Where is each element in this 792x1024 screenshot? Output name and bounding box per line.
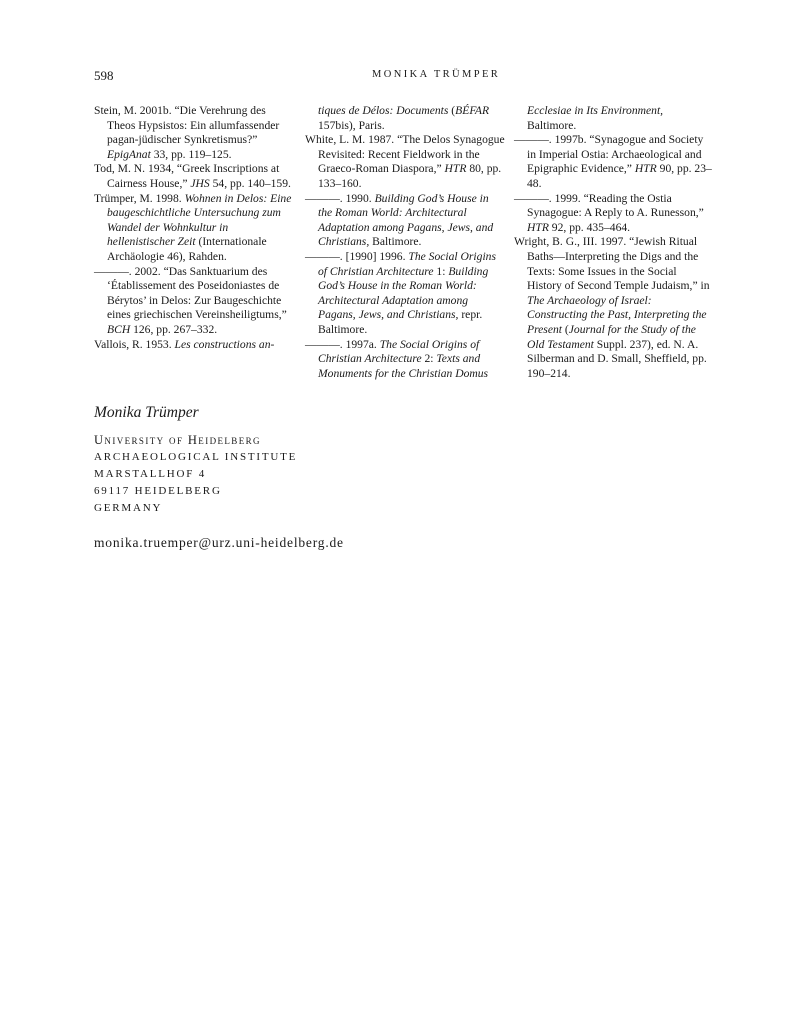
reference-text: 54, pp. 140–159.: [209, 176, 291, 190]
page-number: 598: [94, 68, 114, 83]
reference-title-italic: Building God’s House in the Roman World: Architectural Adaptation among Pagans, Jews, and Christians,: [318, 264, 489, 322]
reference-title-italic: The Social Origins of Christian Architecture: [318, 337, 480, 366]
reference-text: 126, pp. 267–332.: [130, 322, 218, 336]
affiliation-institute: ARCHAEOLOGICAL INSTITUTE: [94, 451, 298, 463]
reference-title-italic: Texts and Monuments for the Christian Domus: [318, 352, 489, 380]
reference-text: ———. 1997b. “Synagogue and Society in Imperial Ostia: Archaeological and Epigraphic Evidence,”: [514, 133, 704, 176]
running-head: MONIKA TRÜMPER: [372, 69, 501, 80]
reference-entry: [94, 265, 294, 338]
reference-entry: [305, 338, 505, 382]
reference-text: Baltimore.: [369, 235, 422, 249]
reference-text: (: [562, 322, 569, 336]
reference-title-italic: JHS: [190, 176, 210, 190]
reference-text: Baltimore.: [527, 118, 577, 132]
author-email-link[interactable]: monika.truemper@urz.uni-heidelberg.de: [94, 535, 344, 550]
reference-title-italic: BCH: [107, 322, 131, 336]
reference-title-italic: HTR: [527, 220, 549, 234]
reference-title-italic: tiques de Délos: Documents: [318, 104, 449, 117]
reference-text: ———. 2002. “Das Sanktuarium des ‘Établissement des Poseidoniastes de Bérytos’ in Delos: Zur Baugeschichte eines griechischen Vereinsheiligtums,”: [94, 264, 287, 322]
reference-text: Stein, M. 2001b. “Die Verehrung des Theos Hypsistos: Ein allumfassender pagan-jüdischer Synkretismus?”: [94, 104, 280, 147]
reference-title-italic: The Archaeology of Israel: Constructing the Past, Interpreting the Present: [527, 293, 707, 336]
references-column-2: [305, 104, 505, 381]
reference-text: 90, pp. 23–48.: [527, 162, 712, 190]
reference-text: Trümper, M. 1998.: [94, 191, 185, 205]
reference-text: 1:: [433, 264, 449, 278]
references-column-1: [94, 104, 294, 352]
affiliation-street: MARSTALLHOF 4: [94, 468, 207, 480]
reference-text: White, L. M. 1987. “The Delos Synagogue Revisited: Recent Fieldwork in the Graeco-Roman Diaspora,”: [305, 133, 505, 176]
reference-text: 2:: [421, 352, 437, 366]
references-column-3: [514, 104, 714, 381]
reference-title-italic: BÉFAR: [455, 104, 490, 117]
affiliation-university: University of Heidelberg: [94, 433, 261, 447]
reference-title-italic: EpigAnat: [107, 147, 151, 161]
reference-text: 33, pp. 119–125.: [150, 147, 232, 161]
reference-entry: [94, 338, 294, 353]
reference-entry: [514, 133, 714, 191]
reference-text: (Internationale Archäologie 46), Rahden.: [107, 235, 267, 263]
reference-title-italic: Les constructions an-: [174, 337, 275, 351]
reference-text: Suppl. 237), ed. N. A. Silberman and D. Small, Sheffield, pp. 190–214.: [527, 337, 707, 380]
reference-text: repr. Baltimore.: [318, 308, 483, 336]
reference-text: 80, pp. 133–160.: [318, 162, 502, 190]
reference-title-italic: Wohnen in Delos: Eine baugeschichtliche Untersuchung zum Wandel der Wohnkultur in hellenistischer Zeit: [107, 191, 292, 249]
author-block: [94, 404, 344, 551]
reference-entry: [94, 104, 294, 162]
reference-entry: [94, 162, 294, 191]
reference-text: Tod, M. N. 1934, “Greek Inscriptions at Cairness House,”: [94, 162, 280, 190]
reference-title-italic: The Social Origins of Christian Architecture: [318, 249, 496, 278]
reference-title-italic: Building God’s House in the Roman World: Architectural Adaptation among Pagans, Jews, and Christians,: [318, 191, 494, 249]
reference-text: ———. 1997a.: [305, 337, 380, 351]
reference-text: ———. [1990] 1996.: [305, 249, 409, 263]
reference-entry: [514, 235, 714, 381]
author-name: Monika Trümper: [94, 404, 199, 421]
reference-title-italic: HTR: [634, 162, 657, 176]
reference-entry: [305, 133, 505, 191]
reference-text: Vallois, R. 1953.: [94, 337, 175, 351]
reference-entry: [305, 104, 505, 133]
reference-entry: [305, 192, 505, 250]
reference-text: 157bis), Paris.: [318, 118, 385, 132]
reference-text: (: [448, 104, 456, 117]
affiliation-city: 69117 HEIDELBERG: [94, 485, 222, 497]
reference-text: ———. 1999. “Reading the Ostia Synagogue: A Reply to A. Runesson,”: [514, 191, 704, 220]
reference-title-italic: HTR: [444, 162, 467, 176]
reference-entry: [305, 250, 505, 338]
reference-text: 92, pp. 435–464.: [548, 220, 631, 234]
reference-entry: [94, 192, 294, 265]
reference-text: Wright, B. G., III. 1997. “Jewish Ritual Baths—Interpreting the Digs and the Texts: Some Issues in the Social History of Second Temple Judaism,” in: [514, 235, 710, 293]
reference-title-italic: Ecclesiae in Its Environment,: [527, 104, 664, 117]
reference-entry: [514, 192, 714, 236]
reference-entry: [514, 104, 714, 133]
affiliation-country: GERMANY: [94, 502, 163, 514]
reference-title-italic: Journal for the Study of the Old Testament: [527, 322, 696, 351]
reference-text: ———. 1990.: [305, 191, 375, 205]
